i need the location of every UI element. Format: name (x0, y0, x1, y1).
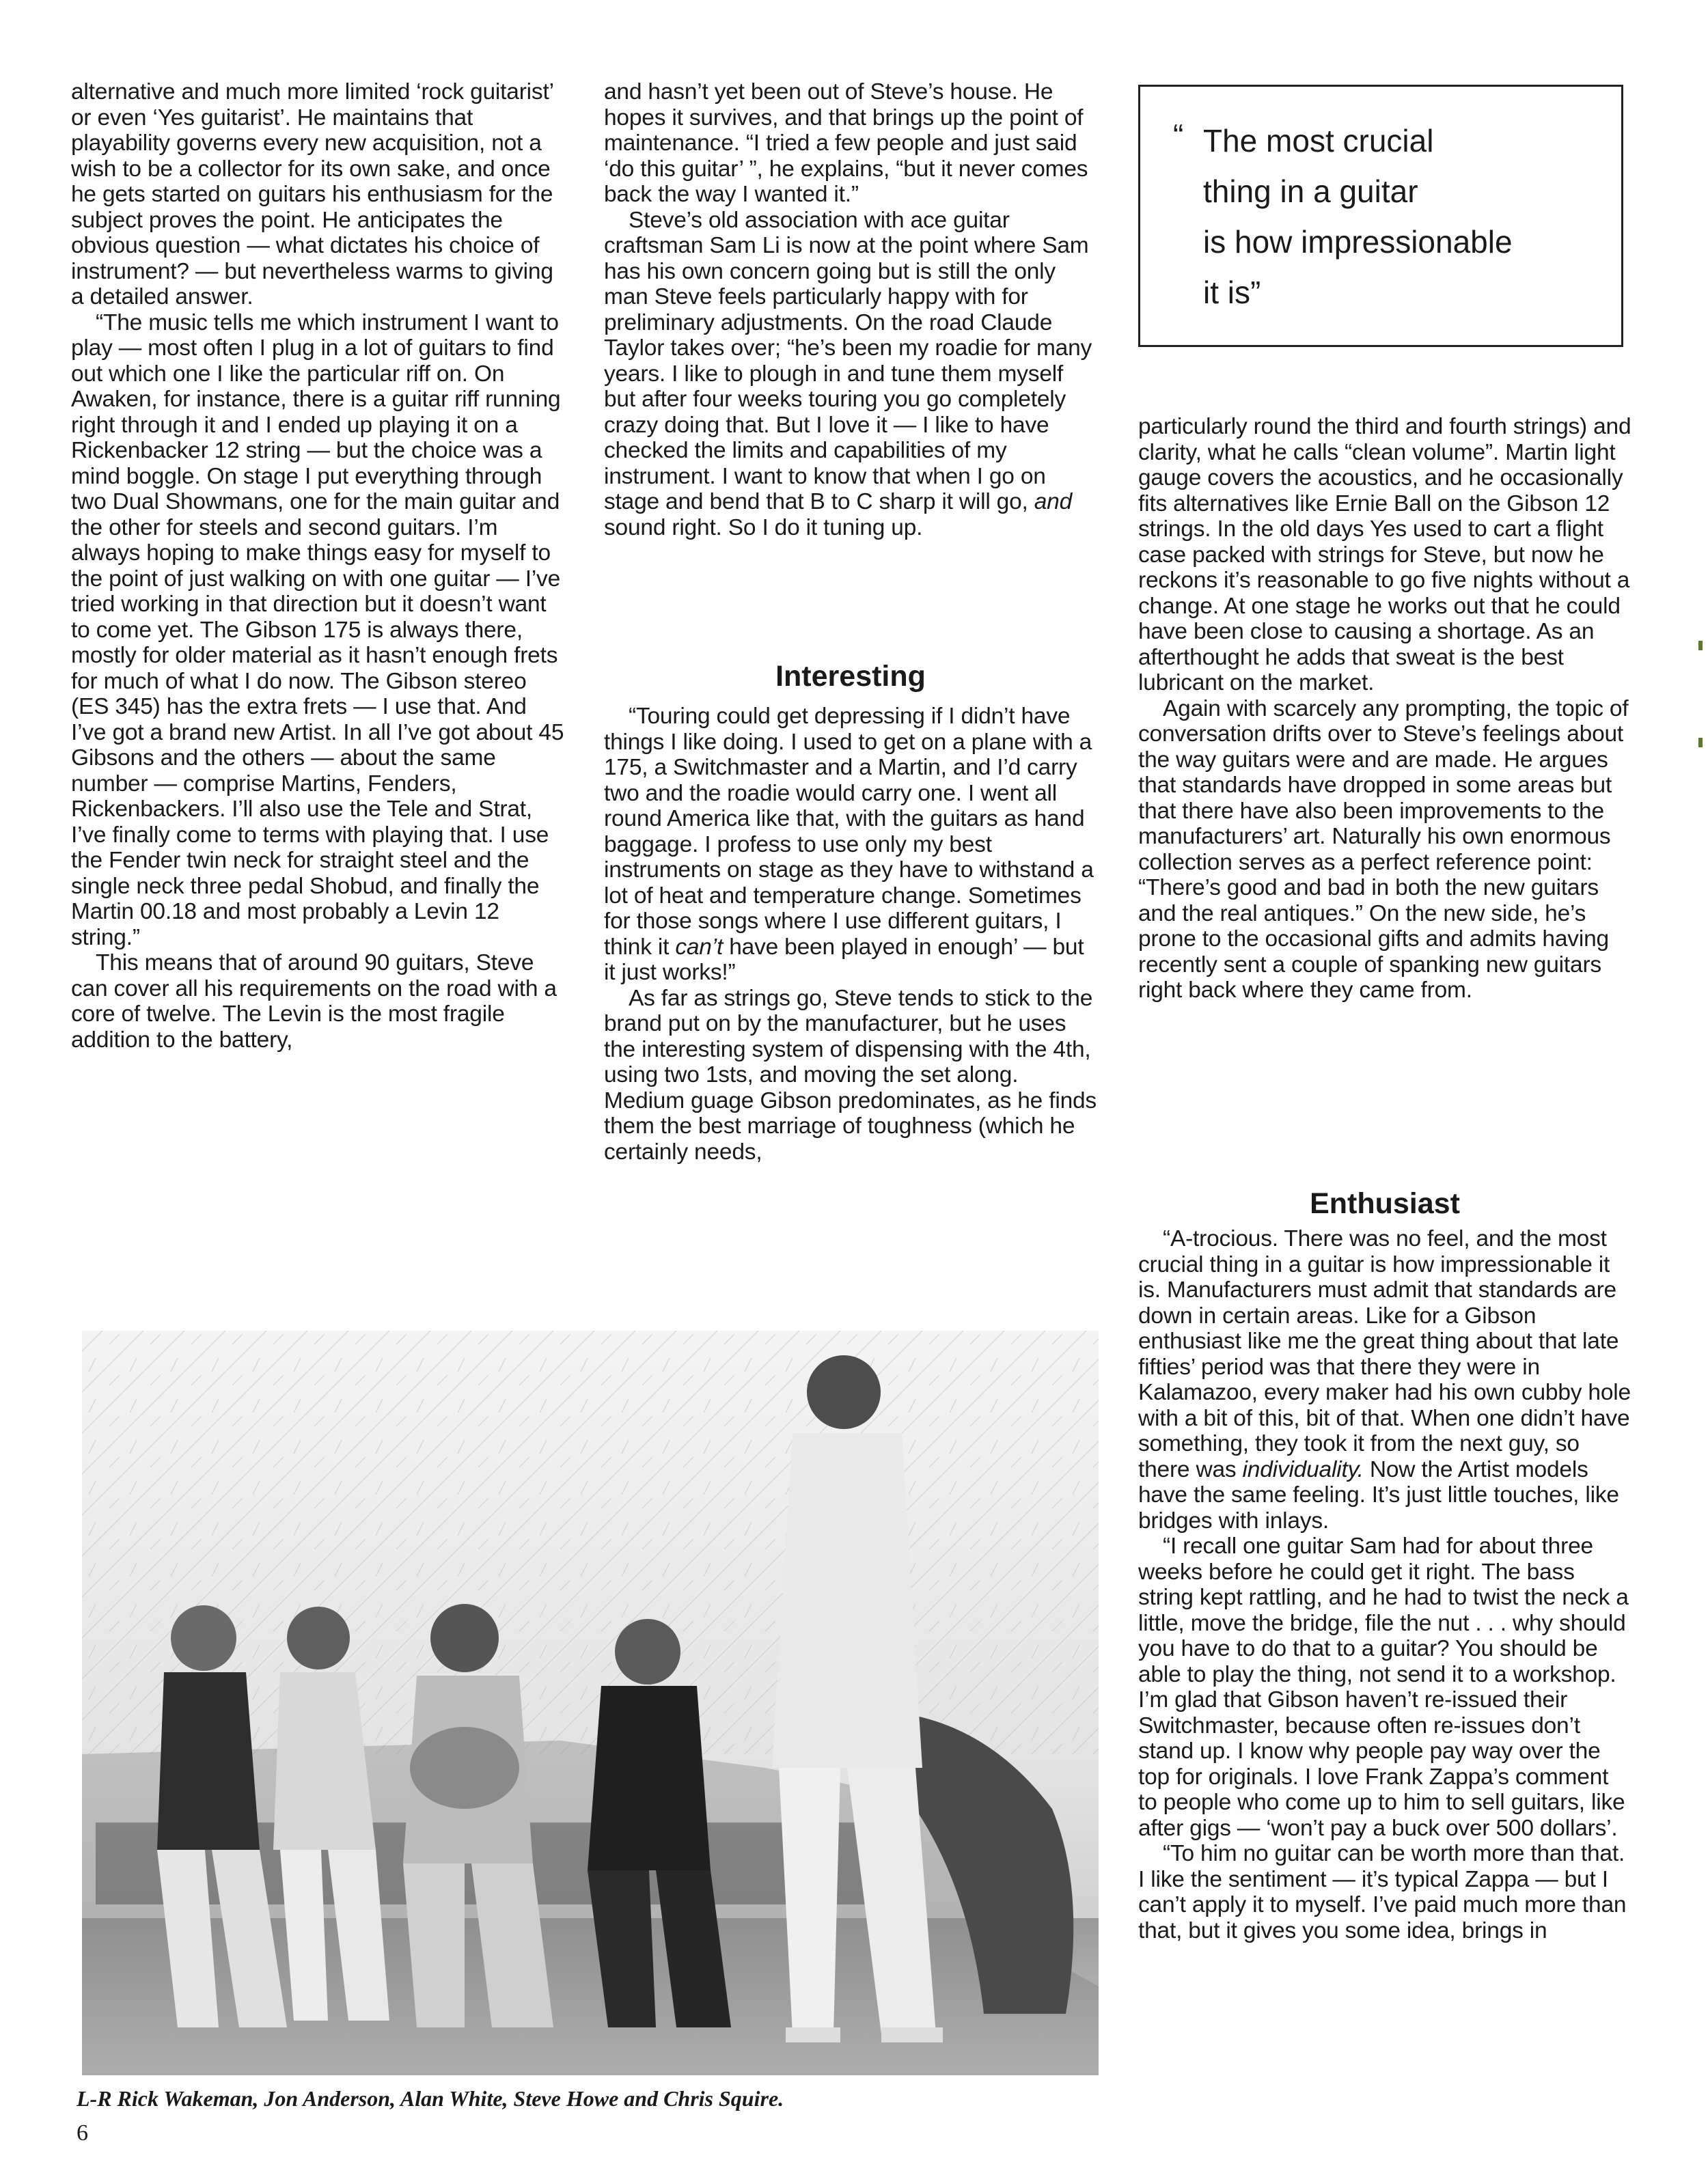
pull-quote-line: is how impressionable (1203, 224, 1513, 260)
pull-quote-open-mark: “ (1173, 117, 1184, 153)
margin-mark (1698, 738, 1703, 747)
page-number: 6 (77, 2120, 88, 2146)
pull-quote-box (1138, 85, 1623, 347)
article-paragraph: This means that of around 90 guitars, Steve can cover all his requirements on the road with a core of twelve. The Levin is the most fragile addition to the battery, (71, 950, 557, 1053)
band-photo (82, 1331, 1099, 2075)
text-run: sound right. So I do it tuning up. (604, 514, 923, 540)
article-column-2 (604, 79, 1097, 540)
text-run: have been played in enough’ — but it just works!” (604, 934, 1084, 985)
article-paragraph (604, 704, 1097, 986)
article-paragraph: “To him no guitar can be worth more than that. I like the sentiment — it’s typical Zappa — but I can’t apply it to myself. I’ve paid much more than that, but it gives you some idea, brings in (1138, 1841, 1627, 1943)
text-run: “Touring could get depressing if I didn’t have things I like doing. I used to get on a plane with a 175, a Switchmaster and a Martin, and I’d carry two and the roadie would carry one. I went all round America like that, with the guitars as hand baggage. I profess to use only my best instruments on stage as they have to withstand a lot of heat and temperature change. Sometimes for those songs where I use different guitars, I think it (604, 704, 1094, 960)
pull-quote-line: thing in a guitar (1203, 174, 1418, 209)
emphasis-text: individuality. (1242, 1456, 1364, 1482)
pull-quote-line: The most crucial (1203, 123, 1434, 158)
pull-quote-text (1203, 115, 1613, 318)
article-paragraph: “I recall one guitar Sam had for about three weeks before he could get it right. The bass string kept rattling, and he had to twist the neck a little, move the bridge, file the nut . . . why should you have to do that to a guitar? You should be able to play the thing, not send it to a workshop. I’m glad that Gibson haven’t re-issued their Switchmaster, because often re-issues don’t stand up. I know why people pay way over the top for originals. I love Frank Zappa’s comment to people who come up to him to sell guitars, like after gigs — ‘won’t pay a buck over 500 dollars’. (1138, 1534, 1629, 1841)
pull-quote-line: it is” (1203, 275, 1261, 310)
margin-mark (1698, 641, 1703, 650)
emphasis-text: can’t (675, 934, 724, 960)
emphasis-text: and (1034, 489, 1073, 514)
article-paragraph (1138, 1226, 1631, 1534)
article-paragraph: and hasn’t yet been out of Steve’s house. He hopes it survives, and that brings up the point of maintenance. “I tried a few people and just said ‘do this guitar’ ”, he explains, “but it never comes back the way I wanted it.” (604, 79, 1088, 207)
subheading-enthusiast: Enthusiast (1310, 1187, 1460, 1220)
text-run: Now the Artist models have the same feeling. It’s just little touches, like bridges with inlays. (1138, 1456, 1619, 1534)
photo-caption: L-R Rick Wakeman, Jon Anderson, Alan White, Steve Howe and Chris Squire. (77, 2086, 784, 2111)
article-column-3 (1138, 414, 1631, 1003)
text-run: Steve’s old association with ace guitar craftsman Sam Li is now at the point where Sam has his own concern going but is still the only man Steve feels particularly happy with for preliminary adjustments. On the road Claude Taylor takes over; “he’s been my roadie for many years. I like to plough in and tune them myself but after four weeks touring you go completely crazy doing that. But I love it — I like to have checked the limits and capabilities of my instrument. I want to know that when I go on stage and bend that B to C sharp it will go, (604, 207, 1092, 514)
article-paragraph: alternative and much more limited ‘rock guitarist’ or even ‘Yes guitarist’. He maintains that playability governs every new acquisition, not a wish to be a collector for its own sake, and once he gets started on guitars his enthusiasm for the subject proves the point. He anticipates the obvious question — what dictates his choice of instrument? — but nevertheless warms to giving a detailed answer. (71, 79, 553, 309)
article-column-3-continued (1138, 1226, 1631, 1943)
article-paragraph: As far as strings go, Steve tends to stick to the brand put on by the manufacturer, but he uses the interesting system of dispensing with the 4th, using two 1sts, and moving the set along. Medium guage Gibson predominates, as he finds them the best marriage of toughness (which he certainly needs, (604, 985, 1097, 1165)
article-paragraph (604, 208, 1097, 541)
article-paragraph: particularly round the third and fourth strings) and clarity, what he calls “clean volume”. Martin light gauge covers the acoustics, and he occasionally fits alternatives like Ernie Ball on the Gibson 12 strings. In the old days Yes used to cart a flight case packed with strings for Steve, but now he reckons it’s reasonable to go five nights without a change. At one stage he works out that he could have been close to causing a shortage. As an afterthought he adds that sweat is the best lubricant on the market. (1138, 414, 1631, 695)
article-paragraph: “The music tells me which instrument I want to play — most often I plug in a lot of guitars to find out which one I like the particular riff on. On Awaken, for instance, there is a guitar riff running right through it and I ended up playing it on a Rickenbacker 12 string — but the choice was a mind boggle. On stage I put everything through two Dual Showmans, one for the main guitar and the other for steels and second guitars. I’m always hoping to make things easy for myself to the point of just walking on with one guitar — I’ve tried working in that direction but it doesn’t want to come yet. The Gibson 175 is always there, mostly for older material as it hasn’t enough frets for much of what I do now. The Gibson stereo (ES 345) has the extra frets — I use that. And I’ve got a brand new Artist. In all I’ve got about 45 Gibsons and the others — about the same number — comprise Martins, Fenders, Rickenbackers. I’ll also use the Tele and Strat, I’ve finally come to terms with playing that. I use the Fender twin neck for straight steel and the single neck three pedal Shobud, and finally the Martin 00.18 and most probably a Levin 12 string.” (71, 309, 564, 950)
subheading-interesting: Interesting (775, 660, 926, 693)
article-column-1 (71, 79, 564, 1053)
text-run: “A-trocious. There was no feel, and the most crucial thing in a guitar is how impressionable it is. Manufacturers must admit that standards are down in certain areas. Like for a Gibson enthusiast like me the great thing about that late fifties’ period was that there they were in Kalamazoo, every maker had his own cubby hole with a bit of this, bit of that. When one didn’t have something, they took it from the next guy, so there was (1138, 1226, 1631, 1482)
band-photo-illustration (82, 1331, 1099, 2075)
article-paragraph: Again with scarcely any prompting, the topic of conversation drifts over to Steve’s feelings about the way guitars were and are made. He argues that standards have dropped in some areas but that there have also been improvements to the manufacturers’ art. Naturally his own enormous collection serves as a perfect reference point: “There’s good and bad in both the new guitars and the real antiques.” On the new side, he’s prone to the occasional gifts and admits having recently sent a couple of spanking new guitars right back where they came from. (1138, 695, 1629, 1003)
article-column-2-continued (604, 704, 1097, 1165)
